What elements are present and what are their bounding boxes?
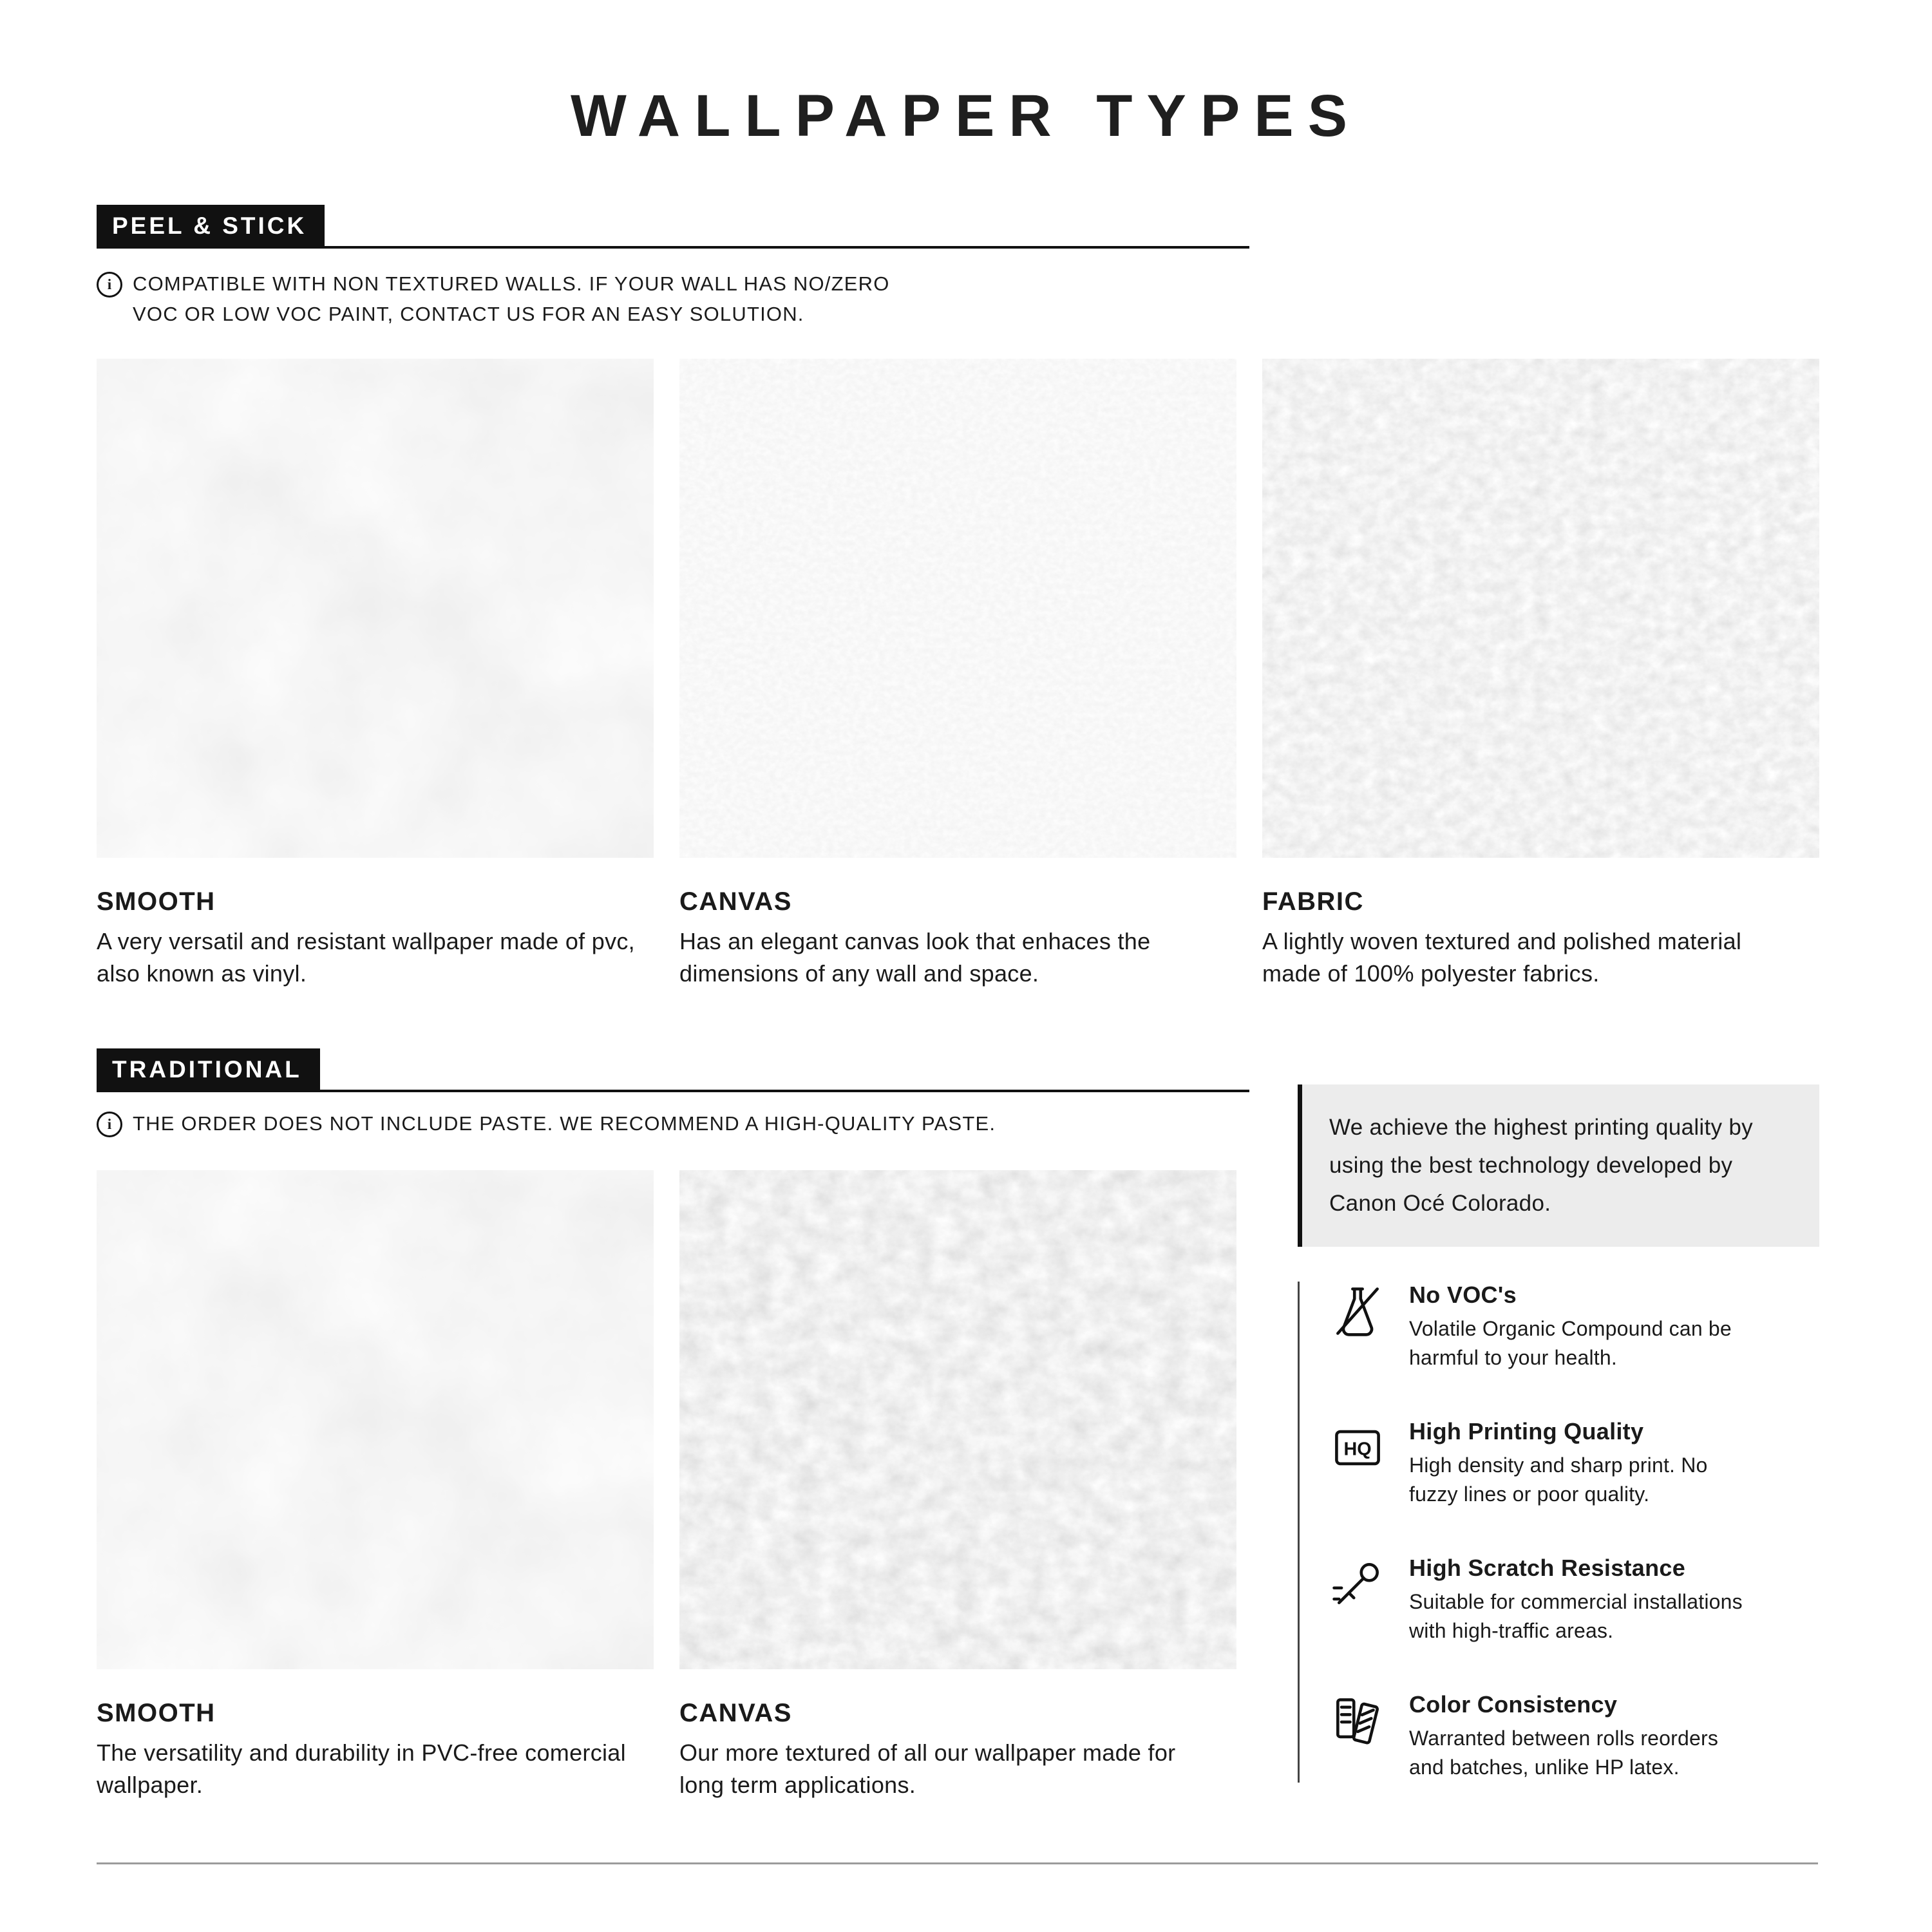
swatch-description: Has an elegant canvas look that enhaces the dimensions of any wall and space. [679,928,1151,987]
feature-title: High Printing Quality [1409,1417,1644,1444]
feature-high-scratch-resistance [1328,1555,1821,1646]
swatch-title: SMOOTH [97,1699,216,1727]
feature-title: High Scratch Resistance [1409,1554,1686,1581]
feature-title: Color Consistency [1409,1690,1618,1718]
peel-stick-label: PEEL & STICK [97,205,325,246]
feature-text [1409,1282,1747,1373]
feature-title: No VOC's [1409,1282,1517,1308]
bottom-divider [97,1862,1818,1864]
info-icon [97,272,122,298]
peel-stick-note-text [133,269,890,329]
swatch-title: SMOOTH [97,887,216,916]
swatch-description: Our more textured of all our wallpaper made for long term applications. [679,1739,1176,1798]
feature-text [1409,1418,1747,1510]
swatch-title: CANVAS [679,887,792,916]
peel-stick-smooth-card [97,359,654,989]
note-line-1: COMPATIBLE WITH NON TEXTURED WALLS. IF YOUR WALL HAS NO/ZERO [133,272,890,295]
swatch-title: FABRIC [1262,887,1364,916]
svg-text:HQ: HQ [1343,1439,1372,1460]
traditional-note [97,1109,996,1139]
peel-stick-section-header [97,205,1249,249]
swatch-description: The versatility and durability in PVC-free comercial wallpaper. [97,1739,626,1798]
feature-text [1409,1691,1747,1783]
traditional-note-text: THE ORDER DOES NOT INCLUDE PASTE. WE RECOMMEND A HIGH-QUALITY PASTE. [133,1112,996,1135]
note-line-2: VOC OR LOW VOC PAINT, CONTACT US FOR AN EASY SOLUTION. [133,302,804,325]
fabric-texture-swatch [1262,359,1819,858]
canvas-texture-swatch [679,1170,1236,1669]
info-icon [97,1112,122,1137]
feature-description: Suitable for commercial installations with high-traffic areas. [1409,1589,1743,1643]
feature-no-voc [1328,1282,1821,1373]
feature-text [1409,1555,1747,1646]
peel-stick-fabric-card [1262,359,1819,989]
traditional-canvas-card [679,1170,1236,1801]
smooth-texture-swatch [97,1170,654,1669]
peel-stick-note [97,269,890,329]
feature-color-consistency [1328,1691,1821,1783]
peel-stick-canvas-card [679,359,1236,989]
printing-quality-callout: We achieve the highest printing quality by using the best technology developed by Canon Océ Colorado. [1298,1084,1819,1247]
smooth-texture-swatch [97,359,654,858]
swatch-description: A lightly woven textured and polished material made of 100% polyester fabrics. [1262,928,1742,987]
traditional-smooth-card [97,1170,654,1801]
color-swatches-icon [1328,1691,1387,1750]
feature-description: High density and sharp print. No fuzzy lines or poor quality. [1409,1453,1708,1506]
swatch-description: A very versatil and resistant wallpaper made of pvc, also known as vinyl. [97,928,635,987]
swatch-title: CANVAS [679,1699,792,1727]
feature-description: Volatile Organic Compound can be harmful to your health. [1409,1317,1732,1370]
canvas-texture-swatch [679,359,1236,858]
no-voc-icon [1328,1282,1387,1341]
traditional-swatch-row [97,1170,1236,1801]
feature-high-printing-quality [1328,1418,1821,1510]
feature-description: Warranted between rolls reorders and batches, unlike HP latex. [1409,1726,1719,1779]
traditional-section-header [97,1048,1249,1092]
peel-stick-swatch-row [97,359,1819,989]
quality-features-list [1298,1282,1821,1783]
key-scratch-icon [1328,1555,1387,1614]
page-title: WALLPAPER TYPES [571,83,1361,149]
traditional-label: TRADITIONAL [97,1048,320,1090]
hq-badge-icon [1328,1418,1387,1477]
